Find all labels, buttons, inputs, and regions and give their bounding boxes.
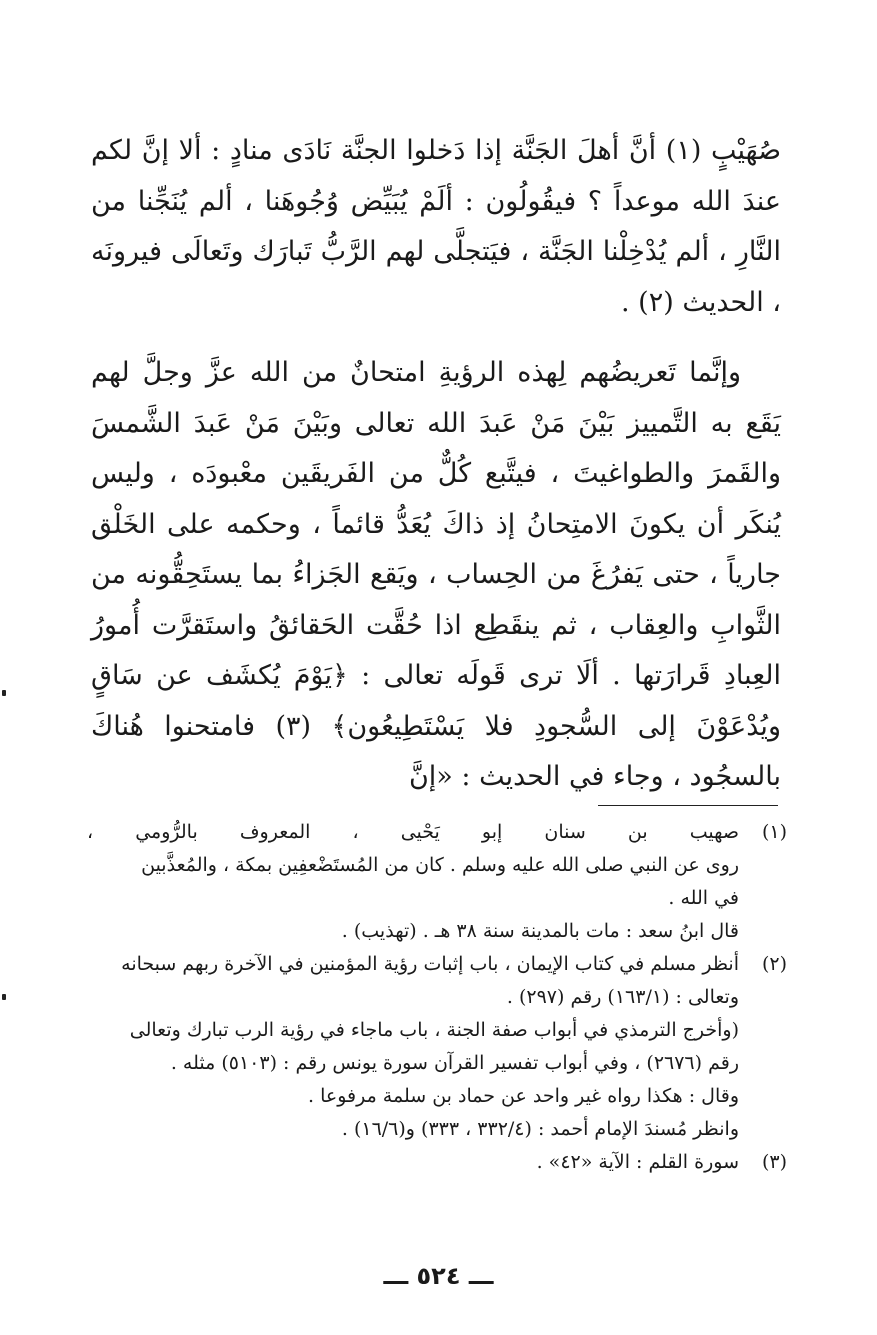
footnote-line: وقال : هكذا رواه غير واحد عن حماد بن سلمة مرفوعا . (308, 1085, 739, 1107)
footnote-line: روى عن النبي صلى الله عليه وسلم . كان من المُستَضْعفِين بمكة ، والمُعذَّبين (141, 854, 739, 876)
footnote-line: رقم (٢٦٧٦) ، وفي أبواب تفسير القرآن سورة يونس رقم : (٥١٠٣) مثله . (170, 1052, 739, 1074)
paragraph-2: وإنَّما تَعريضُهم لِهذه الرؤيةِ امتحانٌ من الله عزَّ وجلَّ لهم يَقَع به التَّمييز بَيْنَ مَنْ عَبدَ الله تعالى وبَيْنَ مَنْ عَبدَ الشَّمسَ والقَمرَ والطواغيتَ ، فيتَّبع كُلٌّ من الفَريقَين معْبودَه ، وليس يُنكَر أن يكونَ الامتِحانُ إذ ذاكَ يُعَدُّ قائماً ، وحكمه على الخَلْق جارياً ، حتى يَفرُغَ من الحِساب ، ويَقع الجَزاءُ بما يستَحِقُّونه من الثَّوابِ والعِقاب ، ثم ينقَطِع اذا حُقَّت الحَقائقُ واستَقرَّت أُمورُ العِبادِ قَرارَتها . ألَا ترى قَولَه تعالى : ﴿يَوْمَ يُكشَف عن سَاقٍ ويُدْعَوْنَ إلى السُّجودِ فلا يَسْتَطِيعُون﴾ (٣) فامتحنوا هُناكَ بالسجُود ، وجاء في الحديث : «إنَّ (91, 357, 781, 792)
footnote-line: صهيب بن سنان إبو يَحْيى ، المعروف بالرُّومي ، (87, 821, 739, 843)
footnote-line: وتعالى : (١٦٣/١) رقم (٢٩٧) . (506, 986, 739, 1008)
main-text (91, 126, 781, 803)
footnote-1 (87, 816, 787, 948)
footnote-line: أنظر مسلم في كتاب الإيمان ، باب إثبات رؤية المؤمنين في الآخرة ربهم سبحانه (121, 953, 739, 975)
footnote-number: (٣) (761, 1151, 787, 1173)
margin-mark (2, 994, 6, 1000)
footnote-number: (٢) (761, 953, 787, 975)
footnote-line: قال ابنُ سعد : مات بالمدينة سنة ٣٨ هـ . (تهذيب) . (341, 920, 739, 942)
footnote-3 (87, 1146, 787, 1179)
footnote-number: (١) (761, 821, 787, 843)
footnote-line: سورة القلم : الآية «٤٢» . (536, 1151, 739, 1173)
margin-mark (2, 690, 6, 696)
page-number: ـــ ٥٢٤ ـــ (383, 1262, 494, 1290)
footnote-line: (وأخرج الترمذي في أبواب صفة الجنة ، باب ماجاء في رؤية الرب تبارك وتعالى (129, 1019, 739, 1041)
footnote-line: في الله . (668, 887, 739, 909)
paragraph-1: صُهَيْبٍ (١) أنَّ أهلَ الجَنَّة إذا دَخلوا الجنَّة نَادَى منادٍ : ألا إنَّ لكم عندَ الله موعداً ؟ فيقُولُون : ألَمْ يُبَيِّض وُجُوهَنا ، ألم يُنَجِّنا من النَّارِ ، ألم يُدْخِلْنا الجَنَّة ، فيَتجلَّى لهم الرَّبُّ تَبارَك وتَعالَى فيرونَه ، الحديث (٢) . (91, 135, 781, 318)
footnote-line: وانظر مُسندَ الإمام أحمد : (٣٣٢/٤ ، ٣٣٣) و(١٦/٦) . (341, 1118, 739, 1140)
footnote-2 (87, 948, 787, 1146)
footnotes (87, 816, 787, 1179)
footnote-separator (598, 805, 778, 806)
